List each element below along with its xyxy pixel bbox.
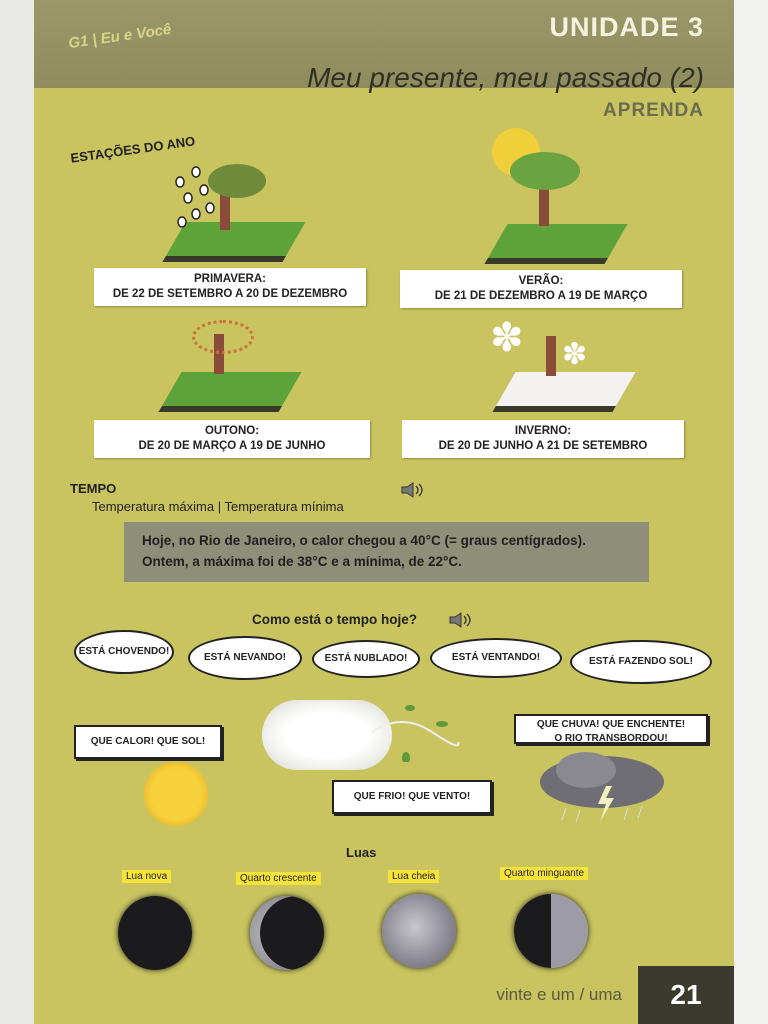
season-card-autumn xyxy=(94,420,370,458)
season-name: VERÃO: xyxy=(518,275,564,287)
weather-subheading: Temperatura máxima | Temperatura mínima xyxy=(92,499,344,514)
page-number-words: vinte e um / uma xyxy=(496,985,622,1004)
temperature-line: Ontem, a máxima foi de 38°C e a mínima, de 22°C. xyxy=(142,554,462,569)
weather-question: Como está o tempo hoje? xyxy=(252,612,418,627)
bubble-text: ESTÁ VENTANDO! xyxy=(451,652,541,663)
page-subtitle: APRENDA xyxy=(603,100,704,121)
speaker-icon[interactable] xyxy=(400,482,422,496)
season-dates: DE 20 DE MARÇO A 19 DE JUNHO xyxy=(138,440,326,452)
weather-heading: TEMPO xyxy=(70,481,117,496)
last-quarter-moon-icon xyxy=(514,894,588,968)
season-dates: DE 21 DE DEZEMBRO A 19 DE MARÇO xyxy=(434,290,648,302)
caption-storm-line: O RIO TRANSBORDOU! xyxy=(554,733,668,744)
bubble-text: ESTÁ FAZENDO SOL! xyxy=(589,656,693,667)
winter-trunk xyxy=(546,336,556,376)
moon-label-full: Lua cheia xyxy=(388,870,439,883)
seasons-heading: ESTAÇÕES DO ANO xyxy=(69,133,197,166)
moon-label-waxing: Quarto crescente xyxy=(236,872,321,885)
season-name: INVERNO: xyxy=(514,425,572,437)
autumn-crown xyxy=(192,320,254,354)
moons-heading: Luas xyxy=(346,845,377,860)
right-page-edge xyxy=(734,0,768,1024)
snowflake-icon: ✽ xyxy=(562,338,588,371)
caption-storm-line: QUE CHUVA! QUE ENCHENTE! xyxy=(536,719,686,730)
sun-icon xyxy=(144,762,208,826)
season-card-spring xyxy=(94,268,366,306)
unit-title: UNIDADE 3 xyxy=(549,12,704,42)
moon-label-new: Lua nova xyxy=(122,870,171,883)
winter-ground xyxy=(492,372,635,412)
season-name: OUTONO: xyxy=(204,425,260,437)
moon-label-waning: Quarto minguante xyxy=(500,867,588,880)
bubble-text: ESTÁ NUBLADO! xyxy=(324,653,408,664)
speech-bubble xyxy=(74,630,174,674)
bubble-text: ESTÁ NEVANDO! xyxy=(203,652,287,663)
caption-wind: QUE FRIO! QUE VENTO! xyxy=(332,780,492,814)
season-dates: DE 22 DE SETEMBRO A 20 DE DEZEMBRO xyxy=(112,288,348,300)
new-moon-icon xyxy=(118,896,192,970)
summer-ground xyxy=(484,224,627,264)
left-page-edge xyxy=(0,0,34,1024)
season-card-summer xyxy=(400,270,682,308)
temperature-line: Hoje, no Rio de Janeiro, o calor chegou a 40°C (= graus centígrados). xyxy=(142,533,586,548)
caption-storm xyxy=(514,714,708,744)
textbook-page xyxy=(34,0,734,1024)
season-dates: DE 20 DE JUNHO A 21 DE SETEMBRO xyxy=(438,440,648,452)
caption-sun: QUE CALOR! QUE SOL! xyxy=(74,725,222,759)
full-moon-icon xyxy=(382,894,456,968)
autumn-ground xyxy=(158,372,301,412)
snowflake-icon: ✽ xyxy=(490,316,524,360)
waxing-crescent-moon-icon xyxy=(250,896,324,970)
speech-bubble xyxy=(312,640,420,678)
summer-crown xyxy=(510,152,580,190)
speaker-icon[interactable] xyxy=(448,612,470,626)
speech-bubble xyxy=(188,636,302,680)
summer-trunk xyxy=(539,186,549,226)
wind-leaves-icon xyxy=(370,702,460,762)
speech-bubble xyxy=(430,638,562,678)
speech-bubble xyxy=(570,640,712,684)
series-label: G1 | Eu e Você xyxy=(67,20,173,53)
bubble-text: ESTÁ CHOVENDO! xyxy=(78,646,170,657)
page-title: Meu presente, meu passado (2) xyxy=(307,62,704,93)
temperature-box xyxy=(124,522,649,582)
page-number: 21 xyxy=(638,966,734,1024)
rain-drops-icon xyxy=(174,164,224,234)
season-name: PRIMAVERA: xyxy=(194,273,266,285)
storm-cloud-icon xyxy=(536,746,668,826)
season-card-winter xyxy=(402,420,684,458)
